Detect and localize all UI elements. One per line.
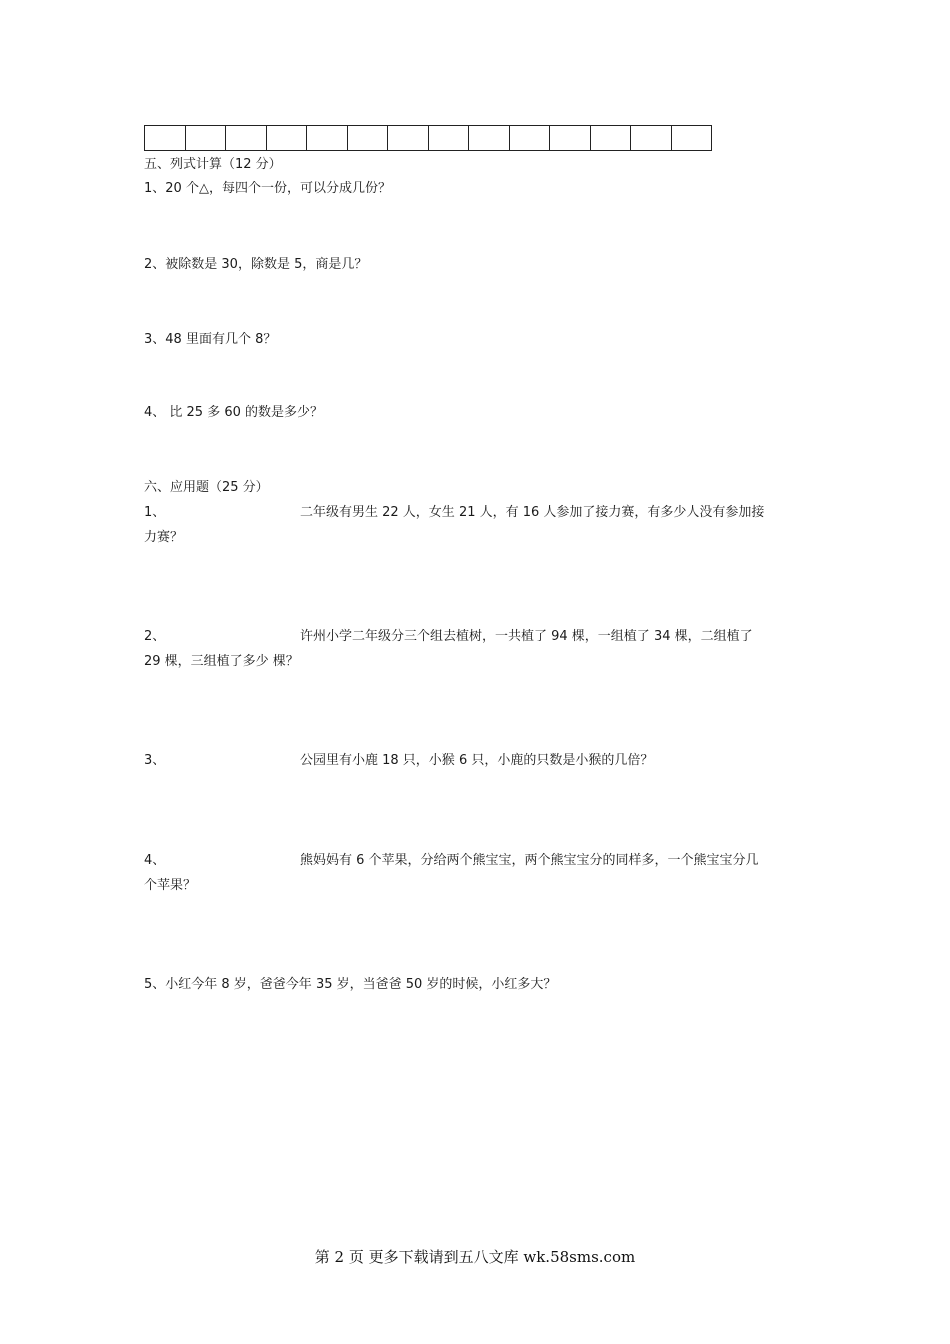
answer-cell[interactable]	[590, 126, 631, 151]
answer-cell[interactable]	[388, 126, 429, 151]
answer-cell[interactable]	[307, 126, 348, 151]
answer-cell[interactable]	[226, 126, 267, 151]
answer-cell[interactable]	[469, 126, 510, 151]
answer-cell[interactable]	[671, 126, 712, 151]
problem-2-continuation: 29 棵，三组植了多少 棵？	[144, 654, 299, 669]
answer-cell[interactable]	[185, 126, 226, 151]
answer-grid-row	[145, 126, 712, 151]
answer-cell[interactable]	[428, 126, 469, 151]
answer-cell[interactable]	[631, 126, 672, 151]
answer-cell[interactable]	[145, 126, 186, 151]
problem-1-text: 二年级有男生 22 人，女生 21 人，有 16 人参加了接力赛，有多少人没有参加接	[300, 505, 765, 520]
problem-3-number: 3、	[144, 753, 166, 768]
problem-1-number: 1、	[144, 505, 166, 520]
answer-cell[interactable]	[347, 126, 388, 151]
problem-1-continuation: 力赛？	[144, 530, 184, 545]
section5-question-2: 2、被除数是 30，除数是 5，商是几？	[144, 257, 368, 272]
answer-cell[interactable]	[550, 126, 591, 151]
problem-3-text: 公园里有小鹿 18 只，小猴 6 只，小鹿的只数是小猴的几倍？	[300, 753, 654, 768]
problem-2-text: 许州小学二年级分三个组去植树，一共植了 94 棵，一组植了 34 棵，二组植了	[300, 629, 753, 644]
answer-cell[interactable]	[266, 126, 307, 151]
page-footer: 第 2 页 更多下载请到五八文库 wk.58sms.com	[314, 1248, 636, 1266]
section5-question-1: 1、20 个△，每四个一份，可以分成几份？	[144, 181, 391, 196]
problem-4-number: 4、	[144, 853, 166, 868]
section5-question-3: 3、48 里面有几个 8？	[144, 332, 277, 347]
problem-4-continuation: 个苹果？	[144, 878, 197, 893]
answer-grid	[144, 125, 712, 151]
section5-title: 五、列式计算（12 分）	[144, 157, 282, 172]
problem-4-text: 熊妈妈有 6 个苹果，分给两个熊宝宝，两个熊宝宝分的同样多，一个熊宝宝分几	[300, 853, 759, 868]
section5-question-4: 4、 比 25 多 60 的数是多少？	[144, 405, 324, 420]
answer-cell[interactable]	[509, 126, 550, 151]
section6-title: 六、应用题（25 分）	[144, 480, 269, 495]
problem-2-number: 2、	[144, 629, 166, 644]
problem-5: 5、小红今年 8 岁，爸爸今年 35 岁，当爸爸 50 岁的时候，小红多大？	[144, 977, 557, 992]
